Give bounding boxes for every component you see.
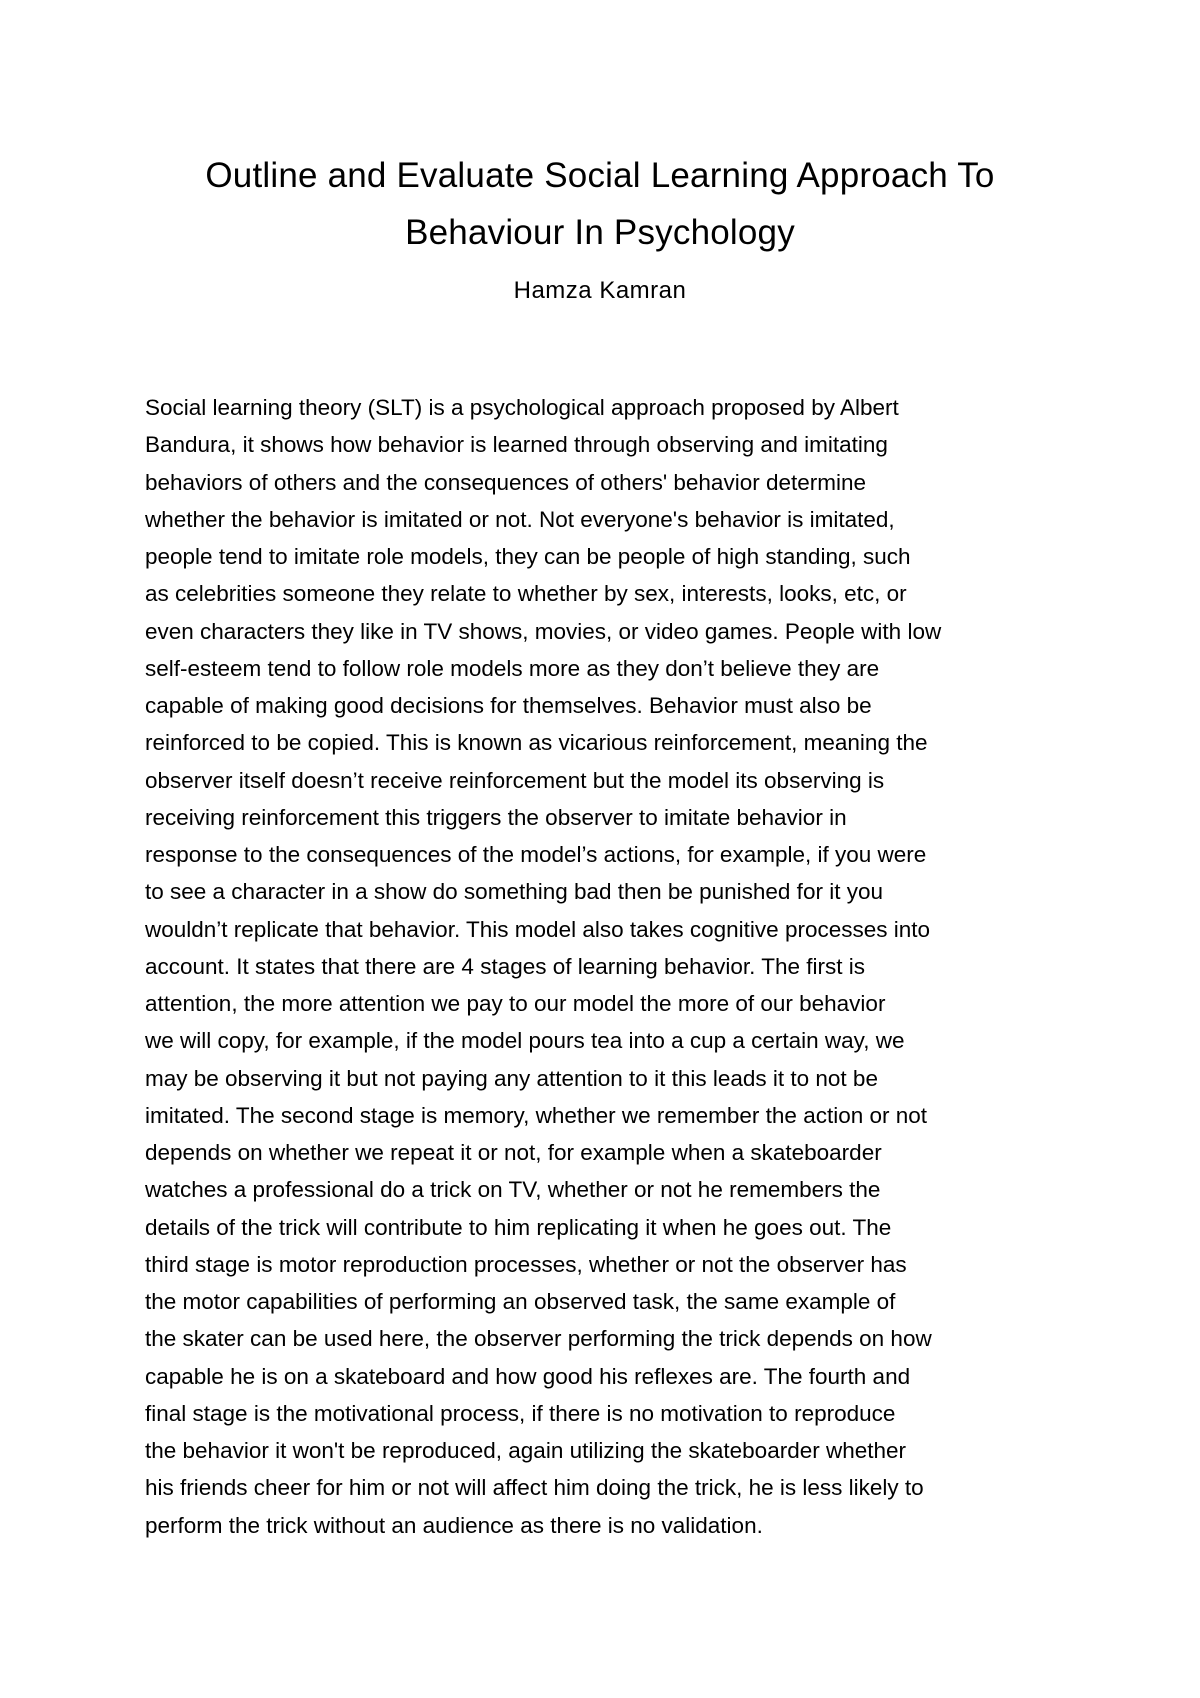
- body-text-line: observer itself doesn’t receive reinforcement but the model its observing is: [145, 767, 885, 793]
- body-text-line: watches a professional do a trick on TV, whether or not he remembers the: [145, 1177, 881, 1203]
- body-text-line: the behavior it won't be reproduced, again utilizing the skateboarder whether: [145, 1438, 907, 1463]
- document-title: [150, 147, 1050, 261]
- body-text-line: capable he is on a skateboard and how good his reflexes are. The fourth and: [145, 1363, 911, 1389]
- body-text-line: response to the consequences of the model’s actions, for example, if you were: [145, 842, 927, 867]
- body-text-line: perform the trick without an audience as there is no validation.: [145, 1512, 763, 1538]
- title-line-1: Outline and Evaluate Social Learning Approach To: [205, 156, 995, 195]
- body-text-line: third stage is motor reproduction processes, whether or not the observer has: [145, 1251, 907, 1277]
- body-text-line: wouldn’t replicate that behavior. This model also takes cognitive processes into: [145, 916, 931, 942]
- body-text-line: receiving reinforcement this triggers the observer to imitate behavior in: [145, 804, 847, 830]
- body-text-line: final stage is the motivational process, if there is no motivation to reproduce: [145, 1400, 896, 1426]
- body-text-line: the motor capabilities of performing an observed task, the same example of: [145, 1289, 896, 1314]
- body-text-line: may be observing it but not paying any attention to it this leads it to not be: [145, 1065, 878, 1091]
- body-text-line: behaviors of others and the consequences of others' behavior determine: [145, 469, 866, 495]
- body-text-line: even characters they like in TV shows, movies, or video games. People with low: [145, 618, 942, 644]
- title-line-2: Behaviour In Psychology: [405, 213, 795, 252]
- body-text-line: details of the trick will contribute to him replicating it when he goes out. The: [145, 1214, 892, 1240]
- body-text-line: Bandura, it shows how behavior is learned through observing and imitating: [145, 432, 888, 458]
- body-text-line: capable of making good decisions for themselves. Behavior must also be: [145, 693, 872, 718]
- body-text-line: Social learning theory (SLT) is a psychological approach proposed by Albert: [145, 395, 899, 420]
- body-text-line: his friends cheer for him or not will affect him doing the trick, he is less likely to: [145, 1475, 924, 1501]
- body-text-line: to see a character in a show do something bad then be punished for it you: [145, 879, 883, 905]
- body-text-line: reinforced to be copied. This is known as vicarious reinforcement, meaning the: [145, 730, 928, 756]
- body-text-line: self-esteem tend to follow role models more as they don’t believe they are: [145, 655, 880, 681]
- body-text-line: account. It states that there are 4 stages of learning behavior. The first is: [145, 953, 865, 979]
- body-text-line: depends on whether we repeat it or not, for example when a skateboarder: [145, 1140, 882, 1165]
- body-text-line: attention, the more attention we pay to our model the more of our behavior: [145, 991, 886, 1016]
- body-text-line: people tend to imitate role models, they can be people of high standing, such: [145, 544, 911, 569]
- body-text-line: the skater can be used here, the observer performing the trick depends on how: [145, 1326, 932, 1352]
- document-author: Hamza Kamran: [513, 277, 687, 304]
- body-text-line: as celebrities someone they relate to whether by sex, interests, looks, etc, or: [145, 581, 907, 607]
- body-text-line: imitated. The second stage is memory, whether we remember the action or not: [145, 1102, 928, 1128]
- body-text-line: we will copy, for example, if the model pours tea into a cup a certain way, we: [145, 1028, 905, 1054]
- body-text-line: whether the behavior is imitated or not. Not everyone's behavior is imitated,: [145, 506, 895, 532]
- document-body: [145, 389, 1070, 1544]
